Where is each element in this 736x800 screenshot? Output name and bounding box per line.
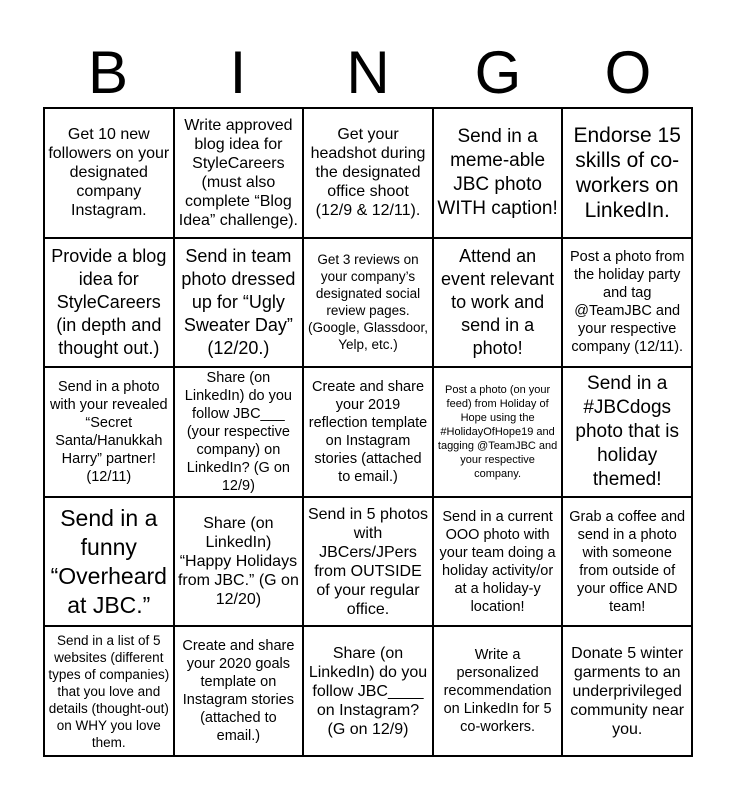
bingo-cell-r2c4[interactable] [434, 239, 564, 369]
bingo-board [43, 107, 693, 757]
cell-text: Share (on LinkedIn) “Happy Holidays from JBC.” (G on 12/20) [177, 515, 299, 609]
bingo-title [43, 40, 693, 106]
cell-text: Share (on LinkedIn) do you follow JBC____ on Instagram? (G on 12/9) [308, 644, 428, 738]
title-letter-o: O [604, 39, 652, 106]
cell-text: Get 10 new followers on your designated company Instagram. [48, 126, 170, 220]
cell-text: Donate 5 winter garments to an underprivileged community near you. [570, 644, 685, 738]
title-letter-n: N [346, 39, 390, 106]
bingo-cell-r2c1[interactable] [45, 239, 175, 369]
bingo-cell-r5c3[interactable] [304, 627, 434, 757]
title-letter-i: I [229, 39, 247, 106]
cell-text: Grab a coffee and send in a photo with someone from outside of your office AND team! [569, 508, 686, 615]
bingo-cell-r1c1[interactable] [45, 109, 175, 239]
title-letter-g: G [474, 39, 522, 106]
bingo-cell-r5c1[interactable] [45, 627, 175, 757]
bingo-cell-r1c2[interactable] [175, 109, 305, 239]
bingo-cell-r5c4[interactable] [434, 627, 564, 757]
cell-text: Write approved blog idea for StyleCareers (must also complete “Blog Idea” challenge). [178, 116, 298, 229]
bingo-cell-r4c1[interactable] [45, 498, 175, 628]
cell-text: Send in a current OOO photo with your team doing a holiday activity/or at a holiday-y location! [439, 508, 556, 615]
cell-text: Send in 5 photos with JBCers/JPers from OUTSIDE of your regular office. [307, 505, 429, 618]
bingo-cell-r3c4[interactable] [434, 368, 564, 498]
bingo-cell-r2c2[interactable] [175, 239, 305, 369]
cell-text: Post a photo (on your feed) from Holiday of Hope using the #HolidayOfHope19 and tagging @TeamJBC and your respective company. [437, 383, 558, 480]
bingo-cell-r2c5[interactable] [563, 239, 693, 369]
bingo-cell-r1c3[interactable] [304, 109, 434, 239]
cell-text: Share (on LinkedIn) do you follow JBC___ (your respective company) on LinkedIn? (G on 12/9) [184, 370, 292, 494]
bingo-cell-r1c5[interactable] [563, 109, 693, 239]
cell-text: Get your headshot during the designated office shoot (12/9 & 12/11). [310, 126, 426, 220]
bingo-cell-r4c4[interactable] [434, 498, 564, 628]
cell-text: Endorse 15 skills of co-workers on LinkedIn. [573, 123, 681, 222]
cell-text: Get 3 reviews on your company’s designated social review pages. (Google, Glassdoor, Yelp, etc.) [307, 252, 429, 353]
bingo-cell-r3c5[interactable] [563, 368, 693, 498]
bingo-cell-r5c2[interactable] [175, 627, 305, 757]
cell-text: Provide a blog idea for StyleCareers (in depth and thought out.) [51, 245, 167, 358]
bingo-cell-r3c2[interactable] [175, 368, 305, 498]
cell-text: Send in a list of 5 websites (different types of companies) that you love and details (thought-out) on WHY you love them. [48, 632, 170, 750]
cell-text: Send in a funny “Overheard at JBC.” [50, 504, 167, 618]
bingo-cell-r1c4[interactable] [434, 109, 564, 239]
title-letter-b: B [87, 39, 129, 106]
cell-text: Write a personalized recommendation on LinkedIn for 5 co-workers. [443, 647, 552, 736]
bingo-cell-r2c3[interactable] [304, 239, 434, 369]
cell-text: Create and share your 2020 goals template on Instagram stories (attached to email.) [182, 638, 295, 745]
bingo-cell-r3c1[interactable] [45, 368, 175, 498]
cell-text: Send in a meme-able JBC photo WITH caption! [437, 125, 558, 219]
cell-text: Post a photo from the holiday party and tag @TeamJBC and your respective company (12/11). [569, 249, 685, 356]
cell-text: Attend an event relevant to work and send in a photo! [441, 245, 555, 358]
bingo-cell-r3c3[interactable] [304, 368, 434, 498]
bingo-cell-r4c2[interactable] [175, 498, 305, 628]
cell-text: Send in a #JBCdogs photo that is holiday themed! [575, 372, 679, 490]
bingo-cell-r4c5[interactable] [563, 498, 693, 628]
cell-text: Create and share your 2019 reflection template on Instagram stories (attached to email.) [308, 378, 428, 485]
bingo-cell-r5c5[interactable] [563, 627, 693, 757]
bingo-cell-r4c3[interactable] [304, 498, 434, 628]
cell-text: Send in team photo dressed up for “Ugly Sweater Day” (12/20.) [181, 245, 296, 358]
cell-text: Send in a photo with your revealed “Secret Santa/Hanukkah Harry” partner! (12/11) [49, 378, 168, 485]
